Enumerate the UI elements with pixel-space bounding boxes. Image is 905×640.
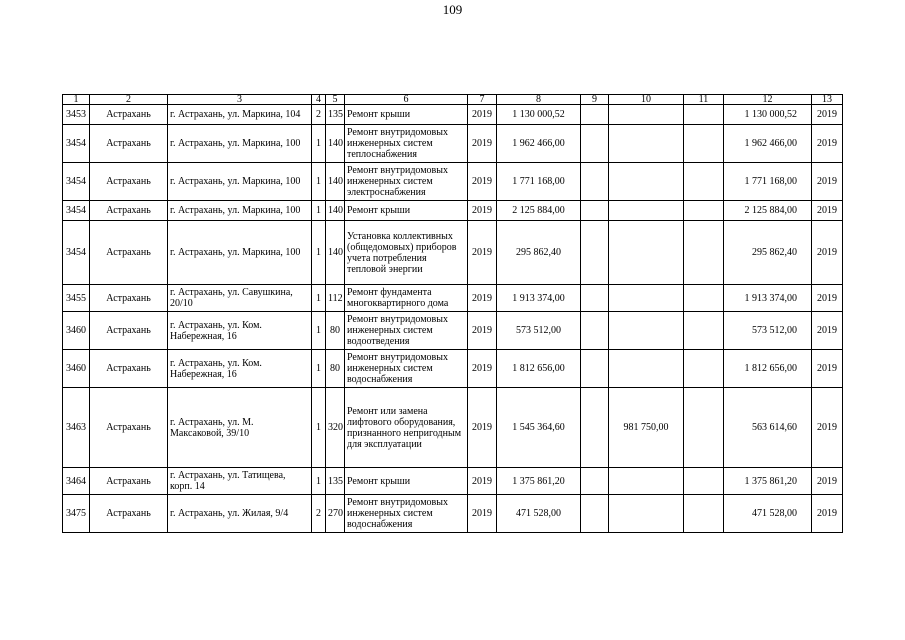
col-4-cell: 1 [312,312,326,350]
col-9-cell [581,105,609,125]
col-11-cell [684,125,724,163]
col-13-cell: 2019 [812,495,843,533]
work-type-cell: Ремонт внутридомовых инженерных систем водоснабжения [345,495,468,533]
row-number-cell: 3453 [63,105,90,125]
municipality-cell: Астрахань [90,105,168,125]
column-number-7: 7 [468,95,497,105]
col-4-cell: 1 [312,285,326,312]
col-11-cell [684,312,724,350]
table-row [63,285,843,312]
table-row [63,350,843,388]
work-type-cell: Ремонт крыши [345,105,468,125]
col-11-cell [684,163,724,201]
table-row [63,163,843,201]
col-4-cell: 1 [312,125,326,163]
year-cell: 2019 [468,388,497,468]
address-cell: г. Астрахань, ул. Ком. Набережная, 16 [168,350,312,388]
col-4-cell: 1 [312,468,326,495]
col-10-cell [609,163,684,201]
address-cell: г. Астрахань, ул. Савушкина, 20/10 [168,285,312,312]
total-cost-cell: 295 862,40 [497,221,581,285]
address-cell: г. Астрахань, ул. Ком. Набережная, 16 [168,312,312,350]
work-type-cell: Ремонт внутридомовых инженерных систем водоотведения [345,312,468,350]
column-number-4: 4 [312,95,326,105]
col-9-cell [581,350,609,388]
col-5-cell: 140 [326,201,345,221]
column-number-2: 2 [90,95,168,105]
column-number-10: 10 [609,95,684,105]
year-cell: 2019 [468,125,497,163]
year-cell: 2019 [468,285,497,312]
municipality-cell: Астрахань [90,201,168,221]
col-11-cell [684,201,724,221]
table-body [63,95,843,533]
col-9-cell [581,125,609,163]
col-5-cell: 140 [326,163,345,201]
table-row [63,221,843,285]
col-12-cell: 1 130 000,52 [724,105,812,125]
col-5-cell: 112 [326,285,345,312]
total-cost-cell: 471 528,00 [497,495,581,533]
col-9-cell [581,388,609,468]
municipality-cell: Астрахань [90,312,168,350]
year-cell: 2019 [468,468,497,495]
column-number-row [63,95,843,105]
total-cost-cell: 1 375 861,20 [497,468,581,495]
col-11-cell [684,388,724,468]
col-12-cell: 1 962 466,00 [724,125,812,163]
col-9-cell [581,221,609,285]
row-number-cell: 3454 [63,201,90,221]
col-13-cell: 2019 [812,201,843,221]
col-12-cell: 295 862,40 [724,221,812,285]
col-10-cell [609,350,684,388]
column-number-5: 5 [326,95,345,105]
col-12-cell: 1 812 656,00 [724,350,812,388]
col-13-cell: 2019 [812,221,843,285]
table-row [63,105,843,125]
col-11-cell [684,350,724,388]
municipality-cell: Астрахань [90,388,168,468]
address-cell: г. Астрахань, ул. Татищева, корп. 14 [168,468,312,495]
col-10-cell [609,105,684,125]
col-5-cell: 80 [326,312,345,350]
col-10-cell [609,125,684,163]
col-11-cell [684,221,724,285]
row-number-cell: 3463 [63,388,90,468]
row-number-cell: 3454 [63,125,90,163]
work-type-cell: Ремонт или замена лифтового оборудования, признанного непригодным для эксплуатации [345,388,468,468]
column-number-3: 3 [168,95,312,105]
column-number-6: 6 [345,95,468,105]
work-type-cell: Ремонт крыши [345,201,468,221]
col-9-cell [581,163,609,201]
col-10-cell [609,468,684,495]
municipality-cell: Астрахань [90,468,168,495]
year-cell: 2019 [468,105,497,125]
column-number-1: 1 [63,95,90,105]
col-5-cell: 320 [326,388,345,468]
table-row [63,495,843,533]
col-13-cell: 2019 [812,125,843,163]
address-cell: г. Астрахань, ул. Маркина, 104 [168,105,312,125]
col-12-cell: 1 771 168,00 [724,163,812,201]
col-10-cell [609,312,684,350]
col-13-cell: 2019 [812,105,843,125]
municipality-cell: Астрахань [90,285,168,312]
municipality-cell: Астрахань [90,495,168,533]
table-row [63,312,843,350]
row-number-cell: 3475 [63,495,90,533]
col-13-cell: 2019 [812,350,843,388]
col-13-cell: 2019 [812,285,843,312]
col-9-cell [581,468,609,495]
year-cell: 2019 [468,163,497,201]
col-5-cell: 270 [326,495,345,533]
col-4-cell: 1 [312,163,326,201]
col-13-cell: 2019 [812,312,843,350]
municipality-cell: Астрахань [90,125,168,163]
col-11-cell [684,468,724,495]
year-cell: 2019 [468,221,497,285]
capital-repair-table [62,94,843,533]
col-10-cell [609,221,684,285]
total-cost-cell: 2 125 884,00 [497,201,581,221]
total-cost-cell: 1 812 656,00 [497,350,581,388]
work-type-cell: Ремонт внутридомовых инженерных систем электроснабжения [345,163,468,201]
address-cell: г. Астрахань, ул. М. Максаковой, 39/10 [168,388,312,468]
col-4-cell: 2 [312,105,326,125]
work-type-cell: Установка коллективных (общедомовых) приборов учета потребления тепловой энергии [345,221,468,285]
year-cell: 2019 [468,350,497,388]
row-number-cell: 3464 [63,468,90,495]
col-10-cell [609,495,684,533]
address-cell: г. Астрахань, ул. Маркина, 100 [168,163,312,201]
col-11-cell [684,285,724,312]
municipality-cell: Астрахань [90,221,168,285]
col-4-cell: 2 [312,495,326,533]
work-type-cell: Ремонт крыши [345,468,468,495]
column-number-8: 8 [497,95,581,105]
address-cell: г. Астрахань, ул. Маркина, 100 [168,221,312,285]
col-5-cell: 80 [326,350,345,388]
row-number-cell: 3460 [63,312,90,350]
table-row [63,468,843,495]
table-row [63,201,843,221]
col-12-cell: 573 512,00 [724,312,812,350]
col-13-cell: 2019 [812,388,843,468]
col-13-cell: 2019 [812,163,843,201]
col-11-cell [684,495,724,533]
column-number-11: 11 [684,95,724,105]
column-number-12: 12 [724,95,812,105]
row-number-cell: 3460 [63,350,90,388]
total-cost-cell: 1 545 364,60 [497,388,581,468]
col-9-cell [581,285,609,312]
total-cost-cell: 1 962 466,00 [497,125,581,163]
col-4-cell: 1 [312,388,326,468]
work-type-cell: Ремонт внутридомовых инженерных систем водоснабжения [345,350,468,388]
col-12-cell: 1 375 861,20 [724,468,812,495]
address-cell: г. Астрахань, ул. Маркина, 100 [168,125,312,163]
col-5-cell: 140 [326,221,345,285]
col-12-cell: 563 614,60 [724,388,812,468]
column-number-13: 13 [812,95,843,105]
total-cost-cell: 1 771 168,00 [497,163,581,201]
col-12-cell: 1 913 374,00 [724,285,812,312]
col-10-cell [609,201,684,221]
municipality-cell: Астрахань [90,163,168,201]
column-number-9: 9 [581,95,609,105]
col-11-cell [684,105,724,125]
col-10-cell [609,285,684,312]
year-cell: 2019 [468,495,497,533]
total-cost-cell: 1 913 374,00 [497,285,581,312]
col-5-cell: 140 [326,125,345,163]
municipality-cell: Астрахань [90,350,168,388]
page-number: 109 [442,2,463,17]
row-number-cell: 3454 [63,221,90,285]
col-5-cell: 135 [326,468,345,495]
year-cell: 2019 [468,201,497,221]
table-row [63,388,843,468]
col-9-cell [581,201,609,221]
table-row [63,125,843,163]
year-cell: 2019 [468,312,497,350]
address-cell: г. Астрахань, ул. Маркина, 100 [168,201,312,221]
row-number-cell: 3455 [63,285,90,312]
col-5-cell: 135 [326,105,345,125]
col-12-cell: 2 125 884,00 [724,201,812,221]
col-4-cell: 1 [312,350,326,388]
total-cost-cell: 573 512,00 [497,312,581,350]
work-type-cell: Ремонт фундамента многоквартирного дома [345,285,468,312]
work-type-cell: Ремонт внутридомовых инженерных систем теплоснабжения [345,125,468,163]
total-cost-cell: 1 130 000,52 [497,105,581,125]
col-12-cell: 471 528,00 [724,495,812,533]
col-10-cell: 981 750,00 [609,388,684,468]
col-4-cell: 1 [312,221,326,285]
col-9-cell [581,312,609,350]
col-4-cell: 1 [312,201,326,221]
col-13-cell: 2019 [812,468,843,495]
row-number-cell: 3454 [63,163,90,201]
col-9-cell [581,495,609,533]
address-cell: г. Астрахань, ул. Жилая, 9/4 [168,495,312,533]
